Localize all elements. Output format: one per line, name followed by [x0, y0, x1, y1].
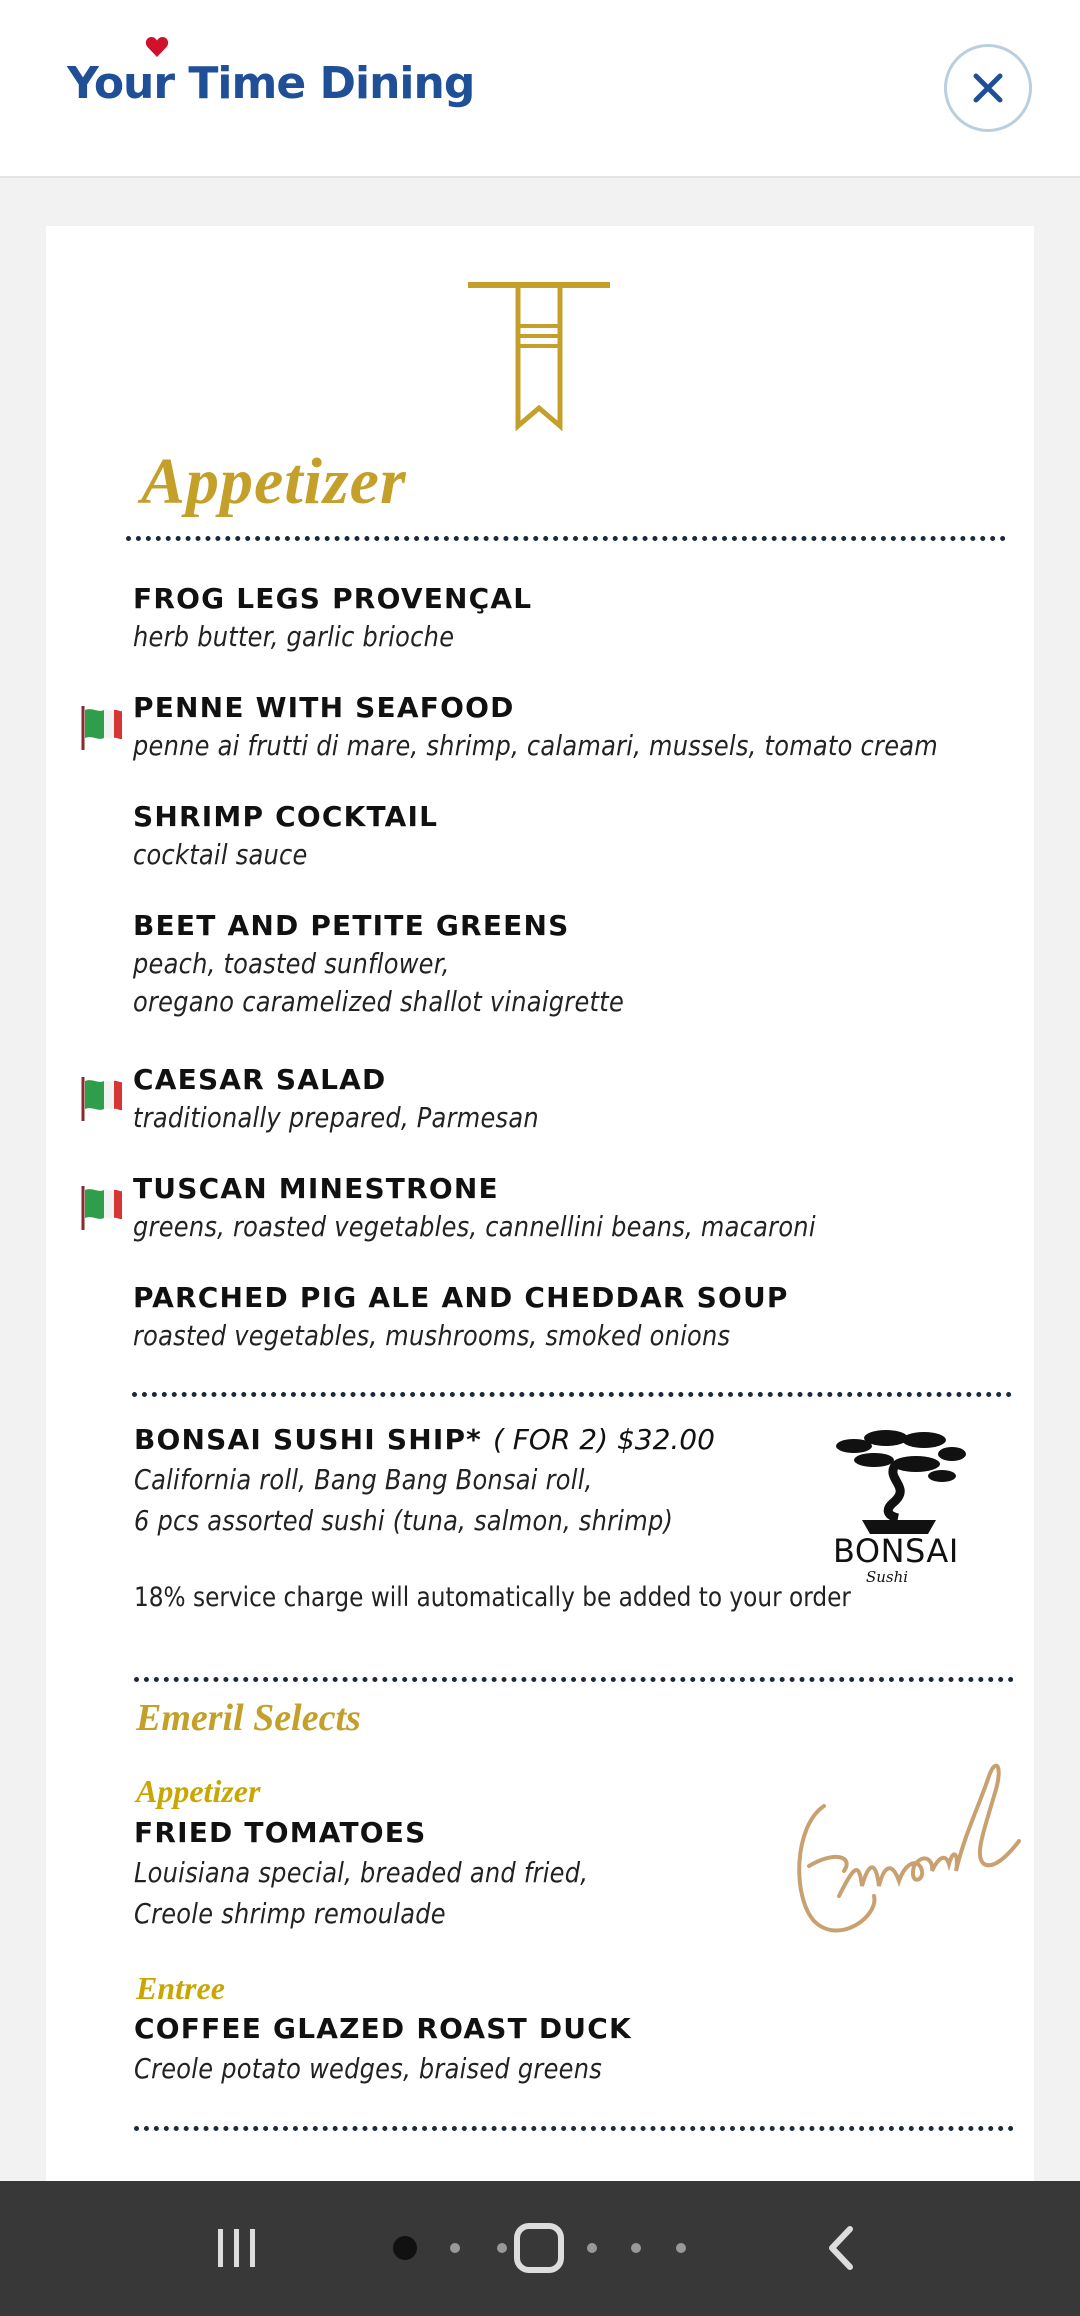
item-description: peach, toasted sunflower, — [133, 947, 450, 980]
heart-icon — [145, 36, 169, 58]
italy-flag-icon — [80, 1075, 124, 1123]
divider — [134, 1677, 1014, 1682]
item-description: Creole potato wedges, braised greens — [134, 2052, 603, 2085]
item-name: TUSCAN MINESTRONE — [133, 1172, 499, 1205]
item-description: roasted vegetables, mushrooms, smoked onions — [133, 1319, 731, 1352]
bonsai-logo-subtext: Sushi — [866, 1568, 909, 1586]
restaurant-logo — [466, 276, 612, 436]
emeril-signature — [784, 1746, 1034, 1946]
item-name: BEET AND PETITE GREENS — [133, 909, 570, 942]
item-name: COFFEE GLAZED ROAST DUCK — [134, 2012, 632, 2045]
item-name: FRIED TOMATOES — [134, 1816, 427, 1849]
item-name: CAESAR SALAD — [133, 1063, 387, 1096]
section-title-appetizer: Appetizer — [141, 445, 407, 518]
menu-item — [133, 1279, 828, 1355]
item-description: greens, roasted vegetables, cannellini beans, macaroni — [133, 1210, 816, 1243]
menu-item — [133, 1170, 927, 1246]
system-navigation-bar — [0, 2181, 1080, 2316]
divider — [126, 536, 1006, 541]
italy-flag-icon — [80, 1184, 124, 1232]
sushi-name: BONSAI SUSHI SHIP* — [134, 1423, 483, 1456]
item-name: PARCHED PIG ALE AND CHEDDAR SOUP — [133, 1281, 789, 1314]
item-description-line2: Creole shrimp remoulade — [134, 1897, 446, 1930]
item-description: penne ai frutti di mare, shrimp, calamari, mussels, tomato cream — [133, 729, 939, 762]
item-description-line2: 6 pcs assorted sushi (tuna, salmon, shrimp) — [134, 1504, 674, 1537]
item-name: SHRIMP COCKTAIL — [133, 800, 439, 833]
app-header — [0, 0, 1080, 178]
menu-item — [134, 2010, 678, 2089]
menu-item — [133, 1061, 605, 1137]
item-description: traditionally prepared, Parmesan — [133, 1101, 539, 1134]
item-description: Louisiana special, breaded and fried, — [134, 1856, 589, 1889]
menu-item — [134, 1814, 662, 1934]
back-icon[interactable] — [820, 2223, 860, 2273]
bonsai-logo-text: BONSAI — [833, 1532, 959, 1570]
item-description: herb butter, garlic brioche — [133, 620, 455, 653]
home-icon[interactable] — [512, 2221, 566, 2275]
item-name — [134, 1421, 761, 1459]
divider — [132, 1392, 1012, 1397]
sushi-price: ( FOR 2) $32.00 — [492, 1423, 715, 1456]
item-name: PENNE WITH SEAFOOD — [133, 691, 515, 724]
item-description-line2: oregano caramelized shallot vinaigrette — [133, 985, 625, 1018]
divider — [134, 2126, 1014, 2131]
item-description: California roll, Bang Bang Bonsai roll, — [134, 1463, 593, 1496]
menu-card — [46, 226, 1034, 2316]
item-description: cocktail sauce — [133, 838, 308, 871]
app-title: Your Time Dining — [67, 58, 475, 109]
service-charge-note: 18% service charge will automatically be added to your order — [134, 1582, 851, 1613]
menu-item — [133, 689, 1034, 765]
sushi-item — [134, 1421, 761, 1541]
emeril-entree-label: Entree — [136, 1970, 225, 2006]
menu-item — [133, 798, 438, 874]
emeril-selects-title: Emeril Selects — [136, 1697, 361, 1739]
item-name: FROG LEGS PROVENÇAL — [133, 582, 533, 615]
close-button[interactable] — [944, 44, 1032, 132]
close-icon — [970, 70, 1006, 106]
menu-item — [133, 907, 704, 1021]
italy-flag-icon — [80, 704, 124, 752]
recents-icon[interactable] — [212, 2223, 262, 2273]
menu-item — [133, 580, 532, 656]
emeril-appetizer-label: Appetizer — [136, 1773, 261, 1809]
